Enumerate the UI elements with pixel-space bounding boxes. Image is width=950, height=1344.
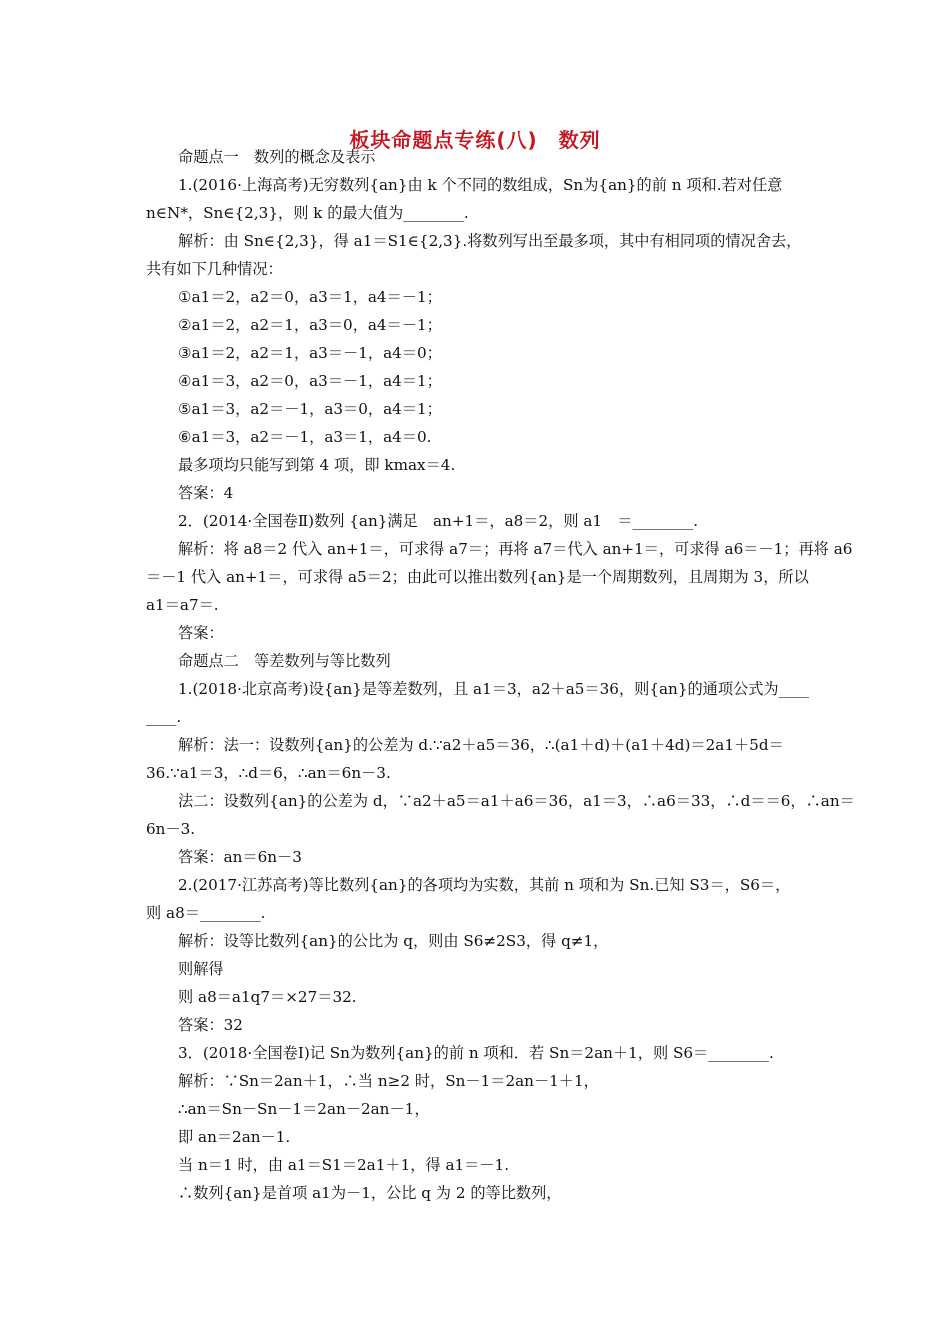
case-line: ①a1＝2，a2＝0，a3＝1，a4＝－1； (178, 288, 442, 306)
page-title: 板块命题点专练(八) 数列 (349, 128, 601, 152)
case-line: ③a1＝2，a2＝1，a3＝－1，a4＝0； (178, 344, 442, 362)
solution-line: 则 a8＝a1q7＝×27＝32. (178, 988, 357, 1006)
solution-line: 解析：将 a8＝2 代入 an+1＝，可求得 a7＝；再将 a7＝代入 an+1＝，可求得 a6＝－1；再将 a6 (178, 540, 853, 558)
solution-line: 则解得 (178, 960, 224, 978)
problem-2-2-line-1: 2.(2017·江苏高考)等比数列{an}的各项均为实数，其前 n 项和为 Sn.已知 S3＝，S6＝， (178, 876, 791, 894)
section-heading-2: 命题点二 等差数列与等比数列 (178, 652, 391, 670)
solution-line: 解析：∵Sn＝2an＋1，∴当 n≥2 时，Sn－1＝2an－1＋1， (178, 1072, 599, 1090)
section-heading-1: 命题点一 数列的概念及表示 (178, 148, 376, 166)
case-line: ④a1＝3，a2＝0，a3＝－1，a4＝1； (178, 372, 442, 390)
problem-2-2-line-2: 则 a8＝________. (146, 904, 266, 922)
solution-line: ∴an＝Sn－Sn－1＝2an－2an－1， (178, 1100, 430, 1118)
solution-line: ＝－1 代入 an+1＝，可求得 a5＝2；由此可以推出数列{an}是一个周期数列，且周期为 3，所以 (146, 568, 809, 586)
solution-line: 当 n＝1 时，由 a1＝S1＝2a1＋1，得 a1＝－1. (178, 1156, 510, 1174)
solution-line: 法二：设数列{an}的公差为 d，∵a2＋a5＝a1＋a6＝36，a1＝3，∴a6＝33，∴d＝＝6，∴an＝ (178, 792, 855, 810)
solution-line: 解析：设等比数列{an}的公比为 q，则由 S6≠2S3，得 q≠1， (178, 932, 609, 950)
solution-line: 共有如下几种情况： (146, 260, 283, 278)
solution-line: 最多项均只能写到第 4 项，即 kmax＝4. (178, 456, 456, 474)
case-line: ⑤a1＝3，a2＝－1，a3＝0，a4＝1； (178, 400, 442, 418)
solution-line: 解析：法一：设数列{an}的公差为 d.∵a2＋a5＝36，∴(a1＋d)＋(a1＋4d)＝2a1＋5d＝ (178, 736, 784, 754)
case-line: ②a1＝2，a2＝1，a3＝0，a4＝－1； (178, 316, 442, 334)
problem-1-1-line-1: 1.(2016·上海高考)无穷数列{an}由 k 个不同的数组成，Sn为{an}的前 n 项和.若对任意 (178, 176, 783, 194)
problem-1-1-line-2: n∈N*，Sn∈{2,3}，则 k 的最大值为________. (146, 204, 469, 222)
solution-line: 6n－3. (146, 820, 196, 838)
solution-line: 解析：由 Sn∈{2,3}，得 a1＝S1∈{2,3}.将数列写出至最多项，其中有相同项的情况舍去， (178, 232, 802, 250)
answer-line: 答案：32 (178, 1016, 243, 1034)
problem-2-3-line-1: 3．(2018·全国卷Ⅰ)记 Sn为数列{an}的前 n 项和．若 Sn＝2an＋1，则 S6＝________. (178, 1044, 774, 1062)
solution-line: ∴数列{an}是首项 a1为－1，公比 q 为 2 的等比数列， (178, 1184, 562, 1202)
solution-line: 即 an＝2an－1. (178, 1128, 291, 1146)
problem-2-1-line-1: 1.(2018·北京高考)设{an}是等差数列，且 a1＝3，a2＋a5＝36，则{an}的通项公式为____ (178, 680, 809, 698)
answer-line: 答案： (178, 624, 224, 642)
case-line: ⑥a1＝3，a2＝－1，a3＝1，a4＝0. (178, 428, 432, 446)
problem-1-2-line-1: 2．(2014·全国卷Ⅱ)数列 {an}满足 an+1＝，a8＝2，则 a1 ＝________. (178, 512, 699, 530)
solution-line: a1＝a7＝. (146, 596, 219, 614)
solution-line: 36.∵a1＝3，∴d＝6，∴an＝6n－3. (146, 764, 391, 782)
problem-2-1-line-2: ____. (146, 708, 182, 726)
answer-line: 答案：4 (178, 484, 234, 502)
answer-line: 答案：an＝6n－3 (178, 848, 302, 866)
